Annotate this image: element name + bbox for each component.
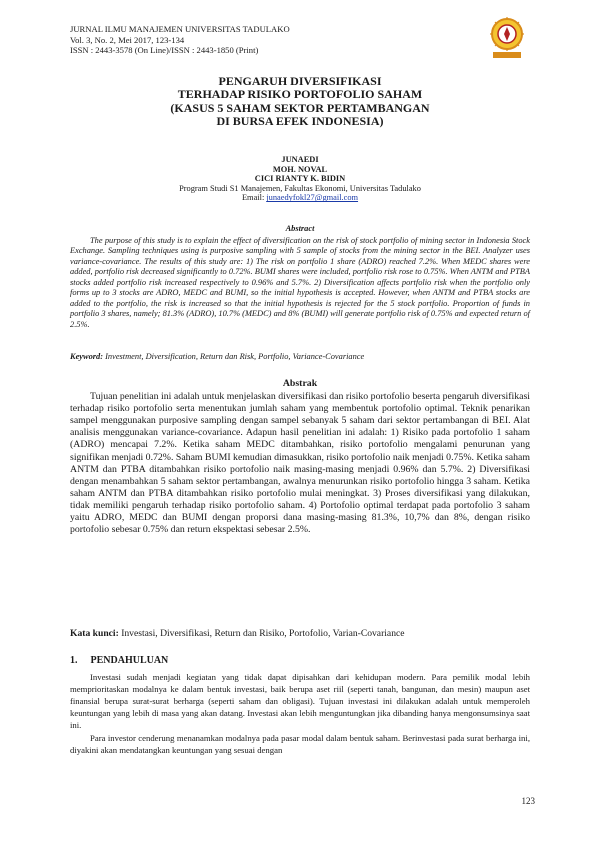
author-2: MOH. NOVAL [272,164,328,174]
kata-kunci-label: Kata kunci: [70,628,119,639]
abstrak-heading: Abstrak [282,378,318,389]
journal-volume: Vol. 3, No. 2, Mei 2017, 123-134 [70,34,185,45]
author-1: JUNAEDI [281,155,319,164]
abstract-indonesian [70,378,530,536]
abstract-english [70,224,530,330]
author-block [100,155,500,203]
paper-title [100,75,500,129]
email-line [100,193,500,203]
journal-header [70,24,490,56]
keywords-indonesian [70,628,530,640]
abstrak-text: Tujuan penelitian ini adalah untuk menjelaskan diversifikasi dan risiko portofolio beserta pengaruh diversifikasi terhadap risiko portofolio serta menentukan jumlah saham yang membentuk portofolio optimal. Teknik penarikan sampel menggunakan purposive sampling dengan sampel sebanyak 5 saham dari sektor pertambangan di BEI. Alat analisis menggunakan variance-covariance. Adapun hasil penelitian ini adalah: 1) Risiko pada portofolio 1 saham (ADRO) mencapai 7.2%. Ketika saham MEDC ditambahkan, risiko portofolio mengalami penurunan yang signifikan menjadi 0.72%. Saham BUMI kemudian dimasukkan, risiko portofolio naik menjadi 0.75%. Ketika saham ANTM dan PTBA ditambahkan risiko portofolio naik masing-masing menjadi 0.96% dan 5.7%. 2) Diversifikasi dengan menambahkan 5 saham sektor pertambangan, awalnya menurunkan risiko portofolio hingga 3 saham. Ketika saham ANTM dan PTBA ditambahkan risiko portofolio mulai meningkat. 3) Proses diversifikasi yang dilakukan, tidak memiliki pengaruh terhadap risiko portofolio saham. 4) Portofolio optimal terdapat pada portofolio 3 saham yaitu ADRO, MEDC dan BUMI dengan proporsi dana masing-masing 81.3%, 10,7% dan 8%, dengan risiko portofolio sebesar 0.75% dan return ekspektasi sebesar 2.5%. [70,391,530,536]
email-label: Email: [241,193,265,203]
keyword-label: Keyword: [70,352,104,361]
title-line-2: TERHADAP RISIKO PORTOFOLIO SAHAM [177,87,423,102]
university-logo [487,16,527,60]
page-number: 123 [521,796,535,806]
author-3: CICI RIANTY K. BIDIN [254,174,346,184]
title-line-4: DI BURSA EFEK INDONESIA) [216,114,384,129]
affiliation: Program Studi S1 Manajemen, Fakultas Ekonomi, Universitas Tadulako [179,183,421,193]
kata-kunci-list: Investasi, Diversifikasi, Return dan Risiko, Portofolio, Varian-Covariance [121,628,405,639]
abstract-heading: Abstract [285,224,315,233]
section-heading [70,655,530,666]
title-line-3: (KASUS 5 SAHAM SEKTOR PERTAMBANGAN [170,100,430,115]
journal-issn: ISSN : 2443-3578 (On Line)/ISSN : 2443-1850 (Print) [70,45,259,56]
keywords-english [70,352,530,363]
abstract-text: The purpose of this study is to explain the effect of diversification on the risk of stock portfolio of mining sector in Indonesia Stock Exchange. Sampling techniques using is purposive sampling with 5 sample of stocks from the mining sector in the BEI. Analyzer uses variance-covariance. The results of this study are: 1) The risk on portfolio 1 share (ADRO) reached 7.2%. When MEDC shares were added, portfolio risk decreased significantly to 0.72%. BUMI shares were included, portfolio risk rose to 0.75%. When ANTM and PTBA stocks added portfolio risk increased respectively to 0.96% and 5.7%. 2) Diversification affects portfolio risk when the portfolio only forms up to 3 stocks are ADRO, MEDC and BUMI, so the initial hypothesis is accepted. However, when ANTM and PTBA stocks are added to the portfolio, the risk is increased so that the initial hypothesis is rejected for the 5 stock portfolio. Proportion of funds in portfolio 3 shares, namely; 81.3% (ADRO), 10.7% (MEDC) and 8% (BUMI) will generate portfolio risk of 0.75% and expected return of 2.5%. [70,235,530,329]
title-line-1: PENGARUH DIVERSIFIKASI [218,74,382,88]
section-title: PENDAHULUAN [90,655,169,666]
intro-paragraph-2: Para investor cenderung menanamkan modalnya pada pasar modal dalam bentuk saham. Berinvestasi pada surat berharga ini, diyakini akan mendatangkan keuntungan yang sesuai dengan [70,733,530,755]
introduction-body [70,671,530,757]
intro-paragraph-1: Investasi sudah menjadi kegiatan yang tidak dapat dipisahkan dari kehidupan modern. Para pemilik modal lebih memprioritaskan modalnya ke dalam bentuk investasi, baik berupa aset riil (seperti tanah, bangunan, dan mesin) maupun aset finansial berupa surat-surat berharga (seperti saham dan obligasi). Tujuan investasi ini dilakukan adalah untuk memperoleh keuntungan yang lebih di masa yang akan datang. Investasi akan lebih menguntungkan jika dibanding hanya mengonsumsinya saat ini. [70,672,530,730]
keyword-list: Investment, Diversification, Return dan Risk, Portfolio, Variance-Covariance [105,352,365,361]
journal-name: JURNAL ILMU MANAJEMEN UNIVERSITAS TADULAKO [70,24,290,34]
email-link[interactable]: junaedyfokl27@gmail.com [266,193,359,203]
section-number: 1. [70,655,78,666]
